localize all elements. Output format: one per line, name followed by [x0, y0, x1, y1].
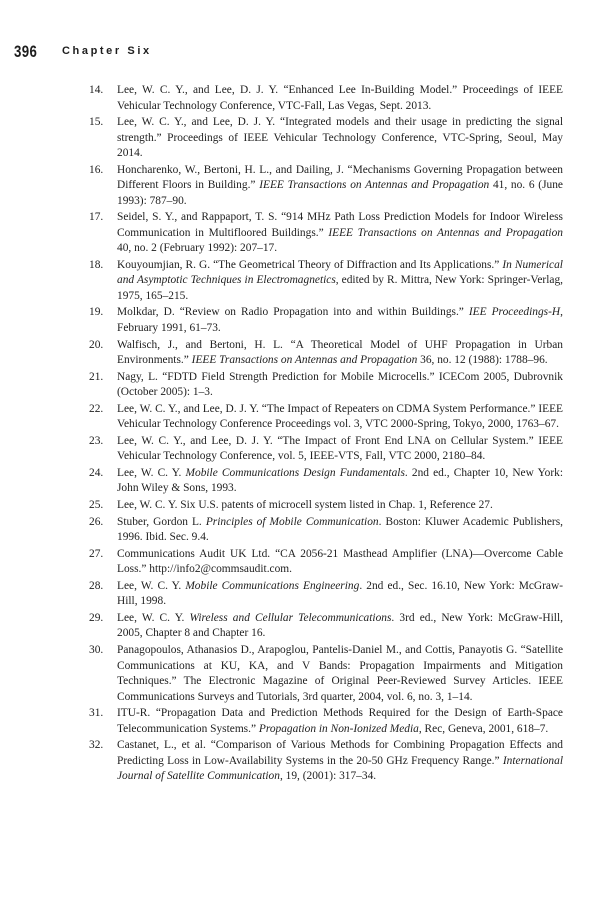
reference-text: Honcharenko, W., Bertoni, H. L., and Dailing, J. “Mechanisms Governing Propagation between Different Floors in Building.” [117, 163, 563, 192]
reference-item [89, 738, 563, 785]
reference-text: ITU-R. “Propagation Data and Prediction Methods Required for the Design of Earth-Space Telecommunication Systems.” [117, 707, 563, 735]
reference-text: Lee, W. C. Y. [117, 611, 190, 624]
reference-number: 14. [89, 84, 104, 96]
reference-item [89, 163, 563, 210]
reference-item [89, 643, 563, 705]
reference-text: Lee, W. C. Y., and Lee, D. J. Y. “The Impact of Front End LNA on Cellular System.” IEEE Vehicular Technology Conference, vol. 5, IEEE-VTS, Fall, VTC 2000, 2180–84. [117, 434, 563, 463]
reference-item [89, 611, 563, 642]
reference-text: Lee, W. C. Y. Six U.S. patents of microcell system listed in Chap. 1, Reference 27. [117, 499, 493, 512]
reference-text: Stuber, Gordon L. [117, 515, 206, 528]
reference-text: Lee, W. C. Y., and Lee, D. J. Y. “Enhanced Lee In-Building Model.” Proceedings of IEEE Vehicular Technology Conference, VTC-Fall, Las Vegas, Sept. 2013. [117, 84, 563, 112]
reference-text: . Boston: Kluwer Academic Publishers, 1996. Ibid. Sec. 9.4. [117, 515, 564, 544]
reference-text: Lee, W. C. Y., and Lee, D. J. Y. “Integrated models and their usage in predicting the signal strength.” Proceedings of IEEE Vehicular Technology Conference, VTC-Spring, Seoul, May 2014. [117, 116, 563, 160]
reference-item [89, 579, 563, 610]
reference-item [89, 466, 563, 497]
reference-text: 40, no. 2 (February 1992): 207–17. [117, 242, 278, 255]
reference-text: , February 1991, 61–73. [117, 306, 563, 334]
reference-source-title: Wireless and Cellular Telecommunications [189, 611, 392, 624]
reference-number: 28. [89, 579, 104, 592]
reference-text: Kouyoumjian, R. G. “The Geometrical Theory of Diffraction and Its Applications.” [117, 258, 503, 271]
reference-text: Communications Audit UK Ltd. “CA 2056-21 Masthead Amplifier (LNA)—Overcome Cable Loss.” http://info2@commsaudit.com. [117, 547, 563, 576]
reference-source-title: Principles of Mobile Communication [205, 515, 379, 528]
reference-number: 26. [89, 515, 104, 528]
reference-source-title: IEE Proceedings-H [468, 306, 561, 319]
reference-source-title: Mobile Communications Design Fundamentals [185, 466, 405, 479]
reference-number: 22. [89, 402, 104, 415]
reference-text: . 2nd ed., Sec. 16.10, New York: McGraw-Hill, 1998. [117, 579, 563, 608]
reference-item [89, 402, 563, 433]
reference-number: 19. [89, 306, 104, 319]
reference-source-title: IEEE Transactions on Antennas and Propagation [259, 179, 490, 192]
reference-number: 31. [89, 707, 104, 720]
reference-number: 16. [89, 163, 104, 176]
chapter-title: Chapter Six [62, 45, 152, 57]
reference-item [89, 515, 563, 546]
reference-item [89, 706, 563, 737]
reference-item [89, 434, 563, 465]
running-header [14, 42, 574, 64]
reference-text: , 19, (2001): 317–34. [279, 770, 377, 783]
reference-number: 27. [89, 547, 104, 560]
reference-number: 24. [89, 466, 104, 479]
reference-source-title: International Journal of Satellite Communication [117, 754, 563, 783]
reference-item [89, 498, 563, 514]
reference-source-title: In Numerical and Asymptotic Techniques in Electromagnetics [117, 258, 563, 287]
reference-item [89, 83, 563, 114]
reference-text: Lee, W. C. Y. [117, 466, 186, 479]
reference-number: 17. [89, 211, 104, 224]
reference-number: 21. [89, 370, 104, 383]
reference-text: , edited by R. Mittra, New York: Springer-Verlag, 1975, 165–215. [117, 274, 563, 302]
page-number: 396 [14, 42, 38, 61]
reference-text: . 3rd ed., New York: McGraw-Hill, 2005, Chapter 8 and Chapter 16. [117, 611, 563, 640]
reference-number: 23. [89, 434, 104, 447]
reference-source-title: Mobile Communications Engineering [185, 579, 360, 592]
reference-source-title: IEEE Transactions on Antennas and Propagation [191, 354, 418, 367]
reference-item [89, 370, 563, 401]
reference-item [89, 338, 563, 369]
reference-number: 18. [89, 258, 104, 271]
reference-number: 15. [89, 116, 104, 129]
reference-text: 41, no. 6 (June 1993): 787–90. [117, 179, 563, 207]
reference-text: Lee, W. C. Y. [117, 579, 186, 592]
reference-number: 25. [89, 499, 104, 512]
reference-text: Panagopoulos, Athanasios D., Arapoglou, Pantelis-Daniel M., and Cottis, Panayotis G. “Satellite Communications at KU, KA, and V Bands: Propagation Impairments and Mitigation Techniques.” The Electronic Magazine of Original Peer-Reviewed Survey Articles. IEEE Communications Surveys and Tutorials, 3rd quarter, 2004, vol. 6, no. 3, 1–14. [117, 644, 563, 703]
reference-number: 32. [89, 739, 104, 752]
reference-list [89, 83, 563, 786]
reference-text: Nagy, L. “FDTD Field Strength Prediction for Mobile Microcells.” ICECom 2005, Dubrovnik (October 2005): 1–3. [117, 370, 563, 399]
reference-text: Lee, W. C. Y., and Lee, D. J. Y. “The Impact of Repeaters on CDMA System Performance.” IEEE Vehicular Technology Conference Proceedings vol. 3, VTC 2000-Spring, Tokyo, 2000, 1763–67. [117, 402, 563, 431]
reference-item [89, 210, 563, 257]
reference-source-title: IEEE Transactions on Antennas and Propagation [328, 226, 563, 239]
reference-number: 29. [89, 611, 104, 624]
reference-text: , Rec, Geneva, 2001, 618–7. [418, 722, 549, 735]
reference-number: 20. [89, 338, 104, 351]
reference-item [89, 115, 563, 162]
reference-item [89, 305, 563, 336]
reference-text: Seidel, S. Y., and Rappaport, T. S. “914 MHz Path Loss Prediction Models for Indoor Wireless Communication in Multifloored Buildings.” [117, 211, 563, 239]
reference-item [89, 547, 563, 578]
reference-source-title: Propagation in Non-Ionized Media [258, 722, 419, 735]
reference-text: 36, no. 12 (1988): 1788–96. [417, 354, 548, 367]
reference-number: 30. [89, 644, 104, 656]
reference-text: Walfisch, J., and Bertoni, H. L. “A Theoretical Model of UHF Propagation in Urban Environments.” [117, 338, 563, 367]
reference-item [89, 258, 563, 305]
reference-text: Castanet, L., et al. “Comparison of Various Methods for Combining Propagation Effects and Predicting Loss in Low-Availability Systems in the 20-50 GHz Frequency Range.” [117, 739, 563, 767]
reference-text: . 2nd ed., Chapter 10, New York: John Wiley & Sons, 1993. [117, 466, 564, 495]
reference-text: Molkdar, D. “Review on Radio Propagation into and within Buildings.” [117, 306, 469, 319]
